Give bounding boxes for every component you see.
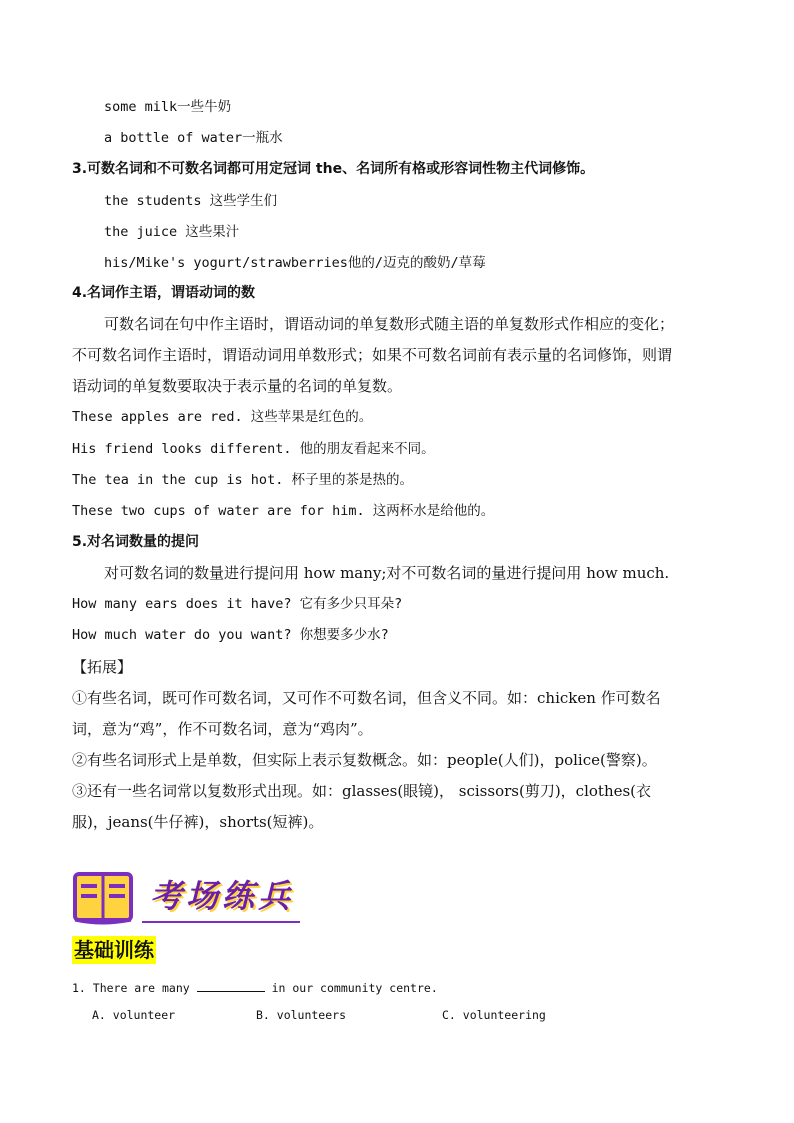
paragraph-line: 对可数名词的数量进行提问用 how many;对不可数名词的量进行提问用 how much. xyxy=(104,564,670,582)
example-sentence: These apples are red. 这些苹果是红色的。 xyxy=(72,409,373,425)
heading-3: 3.可数名词和不可数名词都可用定冠词 the、名词所有格或形容词性物主代词修饰。 xyxy=(72,161,595,177)
example-line: the juice 这些果汁 xyxy=(104,224,240,240)
section-banner xyxy=(72,870,302,926)
example-line: a bottle of water一瓶水 xyxy=(104,130,283,146)
paragraph-line: 可数名词在句中作主语时，谓语动词的单复数形式随主语的单复数形式作相应的变化； xyxy=(104,315,675,333)
question-1: 1. There are many in our community centre. xyxy=(72,981,438,995)
example-sentence: His friend looks different. 他的朋友看起来不同。 xyxy=(72,441,435,457)
heading-5: 5.对名词数量的提问 xyxy=(72,534,200,550)
option-a[interactable]: A. volunteer xyxy=(92,1008,176,1022)
example-sentence: These two cups of water are for him. 这两杯水是给他的。 xyxy=(72,503,495,519)
example-line: the students 这些学生们 xyxy=(104,193,278,209)
extension-line: ②有些名词形式上是单数，但实际上表示复数概念。如：people(人们)，police(警察)。 xyxy=(72,751,657,769)
extension-line: ①有些名词，既可作可数名词，又可作不可数名词，但含义不同。如：chicken 作可数名 xyxy=(72,689,661,707)
answer-blank[interactable] xyxy=(197,979,265,992)
option-b[interactable]: B. volunteers xyxy=(256,1008,347,1022)
section-heading: 基础训练 xyxy=(74,938,154,962)
paragraph-line: 语动词的单复数要取决于表示量的名词的单复数。 xyxy=(72,377,403,395)
extension-label: 【拓展】 xyxy=(72,658,133,676)
extension-line: 服)，jeans(牛仔裤)，shorts(短裤)。 xyxy=(72,813,324,831)
example-line: his/Mike's yogurt/strawberries他的/迈克的酸奶/草莓 xyxy=(104,255,486,271)
extension-line: 词，意为“鸡”，作不可数名词，意为“鸡肉”。 xyxy=(72,720,373,738)
example-sentence: How many ears does it have? 它有多少只耳朵? xyxy=(72,596,403,612)
heading-4: 4.名词作主语，谓语动词的数 xyxy=(72,285,256,301)
example-line: some milk一些牛奶 xyxy=(104,99,232,115)
banner-title: 考场练兵 xyxy=(150,877,295,915)
paragraph-line: 不可数名词作主语时，谓语动词用单数形式；如果不可数名词前有表示量的名词修饰，则谓 xyxy=(72,346,673,364)
example-sentence: How much water do you want? 你想要多少水? xyxy=(72,627,389,643)
example-sentence: The tea in the cup is hot. 杯子里的茶是热的。 xyxy=(72,472,413,488)
option-c[interactable]: C. volunteering xyxy=(442,1008,546,1022)
extension-line: ③还有一些名词常以复数形式出现。如：glasses(眼镜)， scissors(剪刀)，clothes(衣 xyxy=(72,782,652,800)
